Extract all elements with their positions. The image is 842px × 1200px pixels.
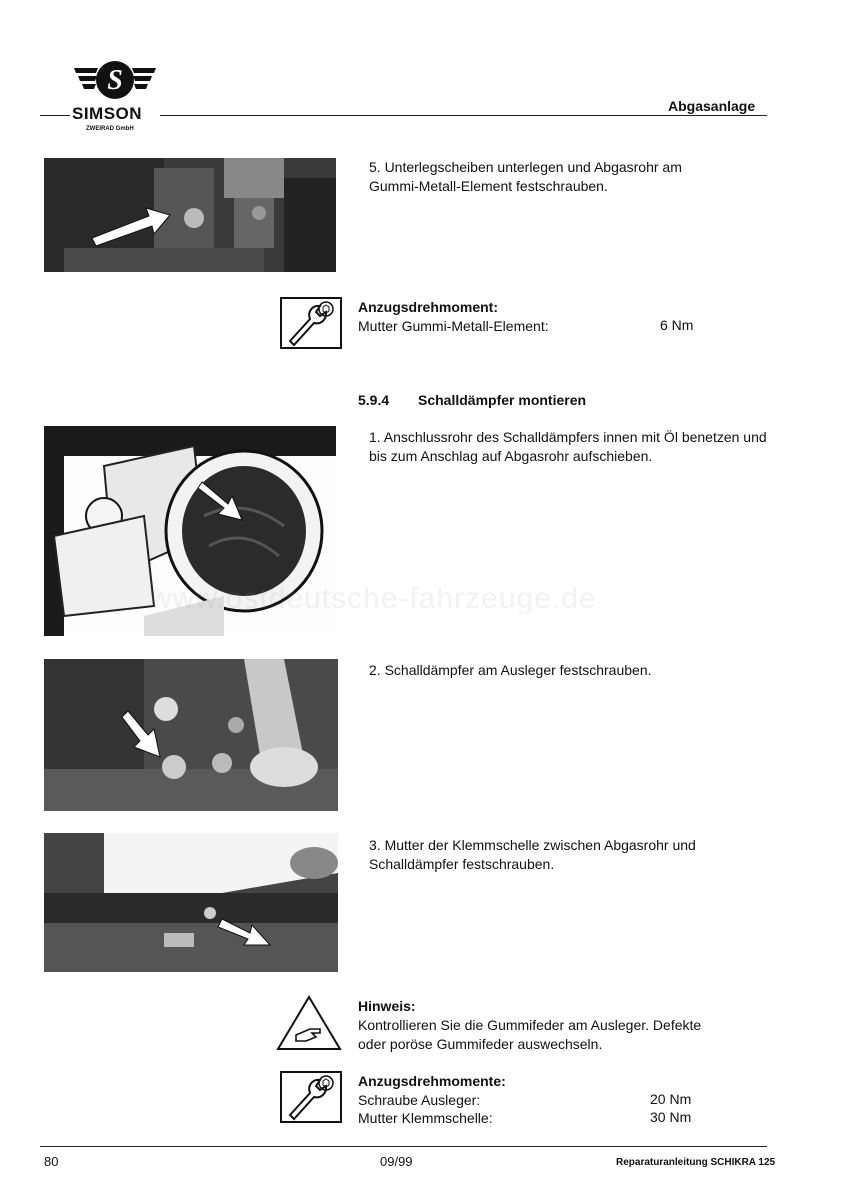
page-number: 80	[44, 1154, 59, 1169]
torque2-row2-value: 30 Nm	[650, 1109, 692, 1125]
torque-wrench-icon	[280, 297, 342, 349]
section-title: Abgasanlage	[668, 98, 756, 114]
warning-hand-icon	[276, 995, 342, 1051]
svg-text:S: S	[107, 65, 123, 96]
torque-label: Mutter Gummi-Metall-Element:	[358, 318, 549, 334]
step-5-text: 5. Unterlegscheiben unterlegen und Abgasrohr am Gummi-Metall-Element festschrauben.	[369, 159, 682, 194]
header-rule-right	[160, 115, 767, 116]
simson-logo-icon	[72, 56, 158, 108]
note-line-2: oder poröse Gummifeder auswechseln.	[358, 1036, 603, 1052]
torque2-row1-label: Schraube Ausleger:	[358, 1092, 481, 1108]
note-line-1: Kontrollieren Sie die Gummifeder am Ausleger. Defekte	[358, 1017, 702, 1033]
step-1-text: 1. Anschlussrohr des Schalldämpfers innen mit Öl benetzen und bis zum Anschlag auf Abgasrohr aufschieben.	[369, 429, 767, 464]
torque2-heading: Anzugsdrehmomente:	[358, 1073, 506, 1089]
header-rule-left	[40, 115, 70, 116]
subsection-title: Schalldämpfer montieren	[418, 392, 587, 408]
torque2-row1-value: 20 Nm	[650, 1091, 692, 1107]
step-2-text: 2. Schalldämpfer am Ausleger festschrauben.	[369, 662, 652, 678]
torque-heading: Anzugsdrehmoment:	[358, 299, 498, 315]
torque-value: 6 Nm	[660, 317, 694, 333]
note-heading: Hinweis:	[358, 998, 416, 1014]
torque2-row2-label: Mutter Klemmschelle:	[358, 1110, 493, 1126]
simson-logo	[72, 56, 158, 138]
footer-manual-title: Reparaturanleitung SCHIKRA 125	[616, 1157, 776, 1168]
watermark: www.ostdeutsche-fahrzeuge.de	[150, 582, 597, 615]
photo-muffler-bracket	[44, 659, 338, 811]
photo-clamp-nut	[44, 833, 338, 972]
step-3-text: 3. Mutter der Klemmschelle zwischen Abgasrohr und Schalldämpfer festschrauben.	[369, 837, 696, 872]
brand-subtitle: ZWEIRAD GmbH	[86, 126, 134, 132]
brand-name: SIMSON	[72, 104, 143, 123]
photo-exhaust-rubber-mount	[44, 158, 336, 272]
torque-wrench-icon	[280, 1071, 342, 1123]
footer-rule	[40, 1146, 767, 1147]
footer-date: 09/99	[380, 1154, 413, 1169]
subsection-number: 5.9.4	[358, 392, 390, 408]
